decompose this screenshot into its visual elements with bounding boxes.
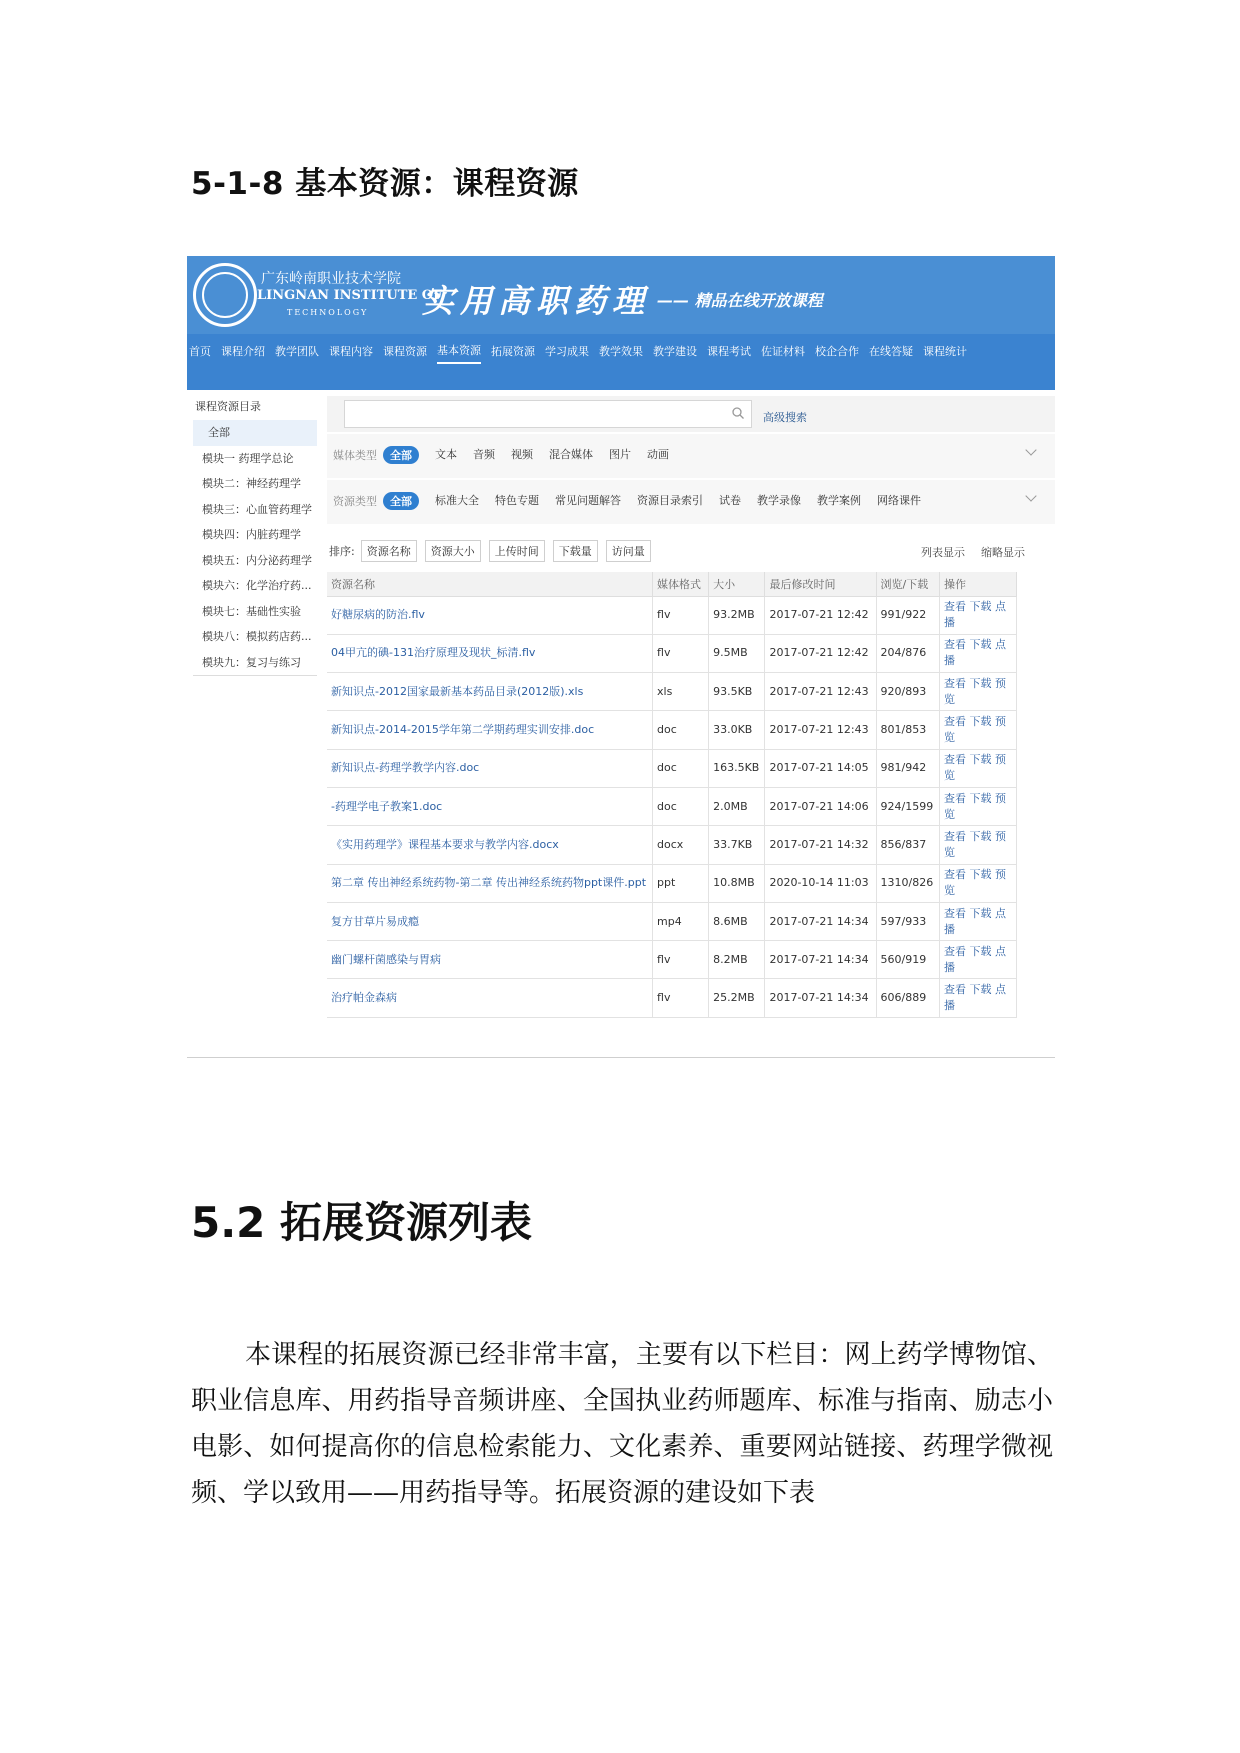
resource-name-link[interactable]: 新知识点-药理学教学内容.doc: [327, 749, 653, 787]
resource-name-link[interactable]: 《实用药理学》课程基本要求与教学内容.docx: [327, 826, 653, 864]
table-cell: doc: [653, 787, 709, 825]
resource-actions[interactable]: 查看 下载 点播: [939, 596, 1016, 634]
table-cell: flv: [653, 634, 709, 672]
table-row: [327, 826, 1017, 864]
table-header-cell: 浏览/下载: [876, 572, 939, 596]
table-cell: 2017-07-21 14:34: [765, 941, 876, 979]
table-cell: 981/942: [876, 749, 939, 787]
table-cell: 93.2MB: [709, 596, 765, 634]
resource-filter-option[interactable]: 特色专题: [495, 494, 539, 507]
table-cell: flv: [653, 941, 709, 979]
catalog-title: 课程资源目录: [195, 400, 261, 413]
nav-item[interactable]: 课程考试: [707, 345, 751, 358]
table-cell: 93.5KB: [709, 673, 765, 711]
nav-item[interactable]: 教学建设: [653, 345, 697, 358]
table-cell: 2017-07-21 12:42: [765, 596, 876, 634]
catalog-item[interactable]: 模块九：复习与练习: [202, 655, 301, 669]
table-cell: 33.7KB: [709, 826, 765, 864]
table-cell: flv: [653, 979, 709, 1017]
table-header-cell: 大小: [709, 572, 765, 596]
catalog-item[interactable]: 模块七：基础性实验: [202, 604, 301, 618]
table-row: [327, 902, 1017, 940]
resource-name-link[interactable]: 治疗帕金森病: [327, 979, 653, 1017]
nav-item[interactable]: 课程资源: [383, 345, 427, 358]
main-heading: 5.2 拓展资源列表: [191, 1198, 533, 1247]
sort-button[interactable]: 下载量: [553, 540, 598, 562]
nav-item[interactable]: 课程介绍: [221, 345, 265, 358]
table-cell: 597/933: [876, 902, 939, 940]
nav-item[interactable]: 课程统计: [923, 345, 967, 358]
table-cell: 2017-07-21 12:42: [765, 634, 876, 672]
resource-filter-row: [333, 492, 937, 510]
table-cell: 856/837: [876, 826, 939, 864]
advanced-search-link[interactable]: 高级搜索: [763, 411, 807, 424]
resource-filter-option[interactable]: 教学案例: [817, 494, 861, 507]
expand-chevron-icon[interactable]: [1025, 490, 1036, 501]
table-row: [327, 749, 1017, 787]
sort-button[interactable]: 访问量: [606, 540, 651, 562]
sort-button[interactable]: 上传时间: [489, 540, 545, 562]
table-cell: 2017-07-21 12:43: [765, 711, 876, 749]
resource-actions[interactable]: 查看 下载 预览: [939, 826, 1016, 864]
resource-filter-option[interactable]: 常见问题解答: [555, 494, 621, 507]
table-cell: mp4: [653, 902, 709, 940]
table-cell: 204/876: [876, 634, 939, 672]
resource-name-link[interactable]: -药理学电子教案1.doc: [327, 787, 653, 825]
table-cell: 8.2MB: [709, 941, 765, 979]
table-cell: 560/919: [876, 941, 939, 979]
table-row: [327, 711, 1017, 749]
resource-actions[interactable]: 查看 下载 点播: [939, 634, 1016, 672]
table-cell: 991/922: [876, 596, 939, 634]
course-subtitle: —— 精品在线开放课程: [657, 291, 823, 310]
resource-name-link[interactable]: 新知识点-2014-2015学年第二学期药理实训安排.doc: [327, 711, 653, 749]
table-cell: 2017-07-21 14:34: [765, 979, 876, 1017]
resource-actions[interactable]: 查看 下载 点播: [939, 979, 1016, 1017]
resource-filter-option[interactable]: 资源目录索引: [637, 494, 703, 507]
table-cell: xls: [653, 673, 709, 711]
search-input[interactable]: [344, 400, 752, 428]
table-cell: 2017-07-21 14:34: [765, 902, 876, 940]
nav-item[interactable]: 在线答疑: [869, 345, 913, 358]
resource-name-link[interactable]: 复方甘草片易成瘾: [327, 902, 653, 940]
sort-label: 排序:: [329, 545, 355, 558]
table-cell: 924/1599: [876, 787, 939, 825]
table-cell: 2020-10-14 11:03: [765, 864, 876, 902]
table-header-cell: 资源名称: [327, 572, 653, 596]
catalog-item[interactable]: 全部: [193, 420, 317, 446]
resource-name-link[interactable]: 幽门螺杆菌感染与胃病: [327, 941, 653, 979]
nav-item[interactable]: 佐证材料: [761, 345, 805, 358]
list-view-toggle[interactable]: 列表显示: [921, 546, 965, 559]
resource-table: [327, 572, 1017, 1018]
catalog-item[interactable]: 模块四：内脏药理学: [202, 528, 301, 541]
catalog-item[interactable]: 模块二：神经药理学: [202, 477, 301, 490]
search-icon[interactable]: [731, 406, 745, 420]
section-heading: 5-1-8 基本资源：课程资源: [191, 166, 579, 202]
table-row: [327, 673, 1017, 711]
table-cell: 33.0KB: [709, 711, 765, 749]
resource-filter-option[interactable]: 试卷: [719, 494, 741, 507]
table-cell: 2017-07-21 12:43: [765, 673, 876, 711]
resource-filter-option[interactable]: 网络课件: [877, 494, 921, 507]
resource-filter-option[interactable]: 标准大全: [435, 494, 479, 507]
resource-actions[interactable]: 查看 下载 预览: [939, 673, 1016, 711]
table-cell: ppt: [653, 864, 709, 902]
table-row: [327, 941, 1017, 979]
table-cell: 163.5KB: [709, 749, 765, 787]
table-header-cell: 操作: [939, 572, 1016, 596]
resource-name-link[interactable]: 第二章 传出神经系统药物-第二章 传出神经系统药物ppt课件.ppt: [327, 864, 653, 902]
resource-filter-label: 资源类型: [333, 495, 377, 508]
table-cell: 606/889: [876, 979, 939, 1017]
resource-actions[interactable]: 查看 下载 预览: [939, 787, 1016, 825]
table-cell: 2017-07-21 14:05: [765, 749, 876, 787]
table-header-cell: 最后修改时间: [765, 572, 876, 596]
table-cell: 2.0MB: [709, 787, 765, 825]
media-filter-option[interactable]: 混合媒体: [549, 448, 593, 461]
school-logo: [193, 263, 257, 327]
table-row: [327, 634, 1017, 672]
resource-name-link[interactable]: 04甲亢的碘-131治疗原理及现状_标清.flv: [327, 634, 653, 672]
table-cell: flv: [653, 596, 709, 634]
nav-item[interactable]: 拓展资源: [491, 345, 535, 358]
course-title: 实用高职药理: [422, 282, 651, 320]
media-filter-option[interactable]: 全部: [383, 446, 419, 464]
resource-filter-option[interactable]: 全部: [383, 492, 419, 510]
table-cell: doc: [653, 749, 709, 787]
table-row: [327, 787, 1017, 825]
table-cell: 801/853: [876, 711, 939, 749]
table-cell: doc: [653, 711, 709, 749]
table-cell: 920/893: [876, 673, 939, 711]
media-filter-option[interactable]: 音频: [473, 448, 495, 461]
table-cell: 2017-07-21 14:32: [765, 826, 876, 864]
table-cell: 10.8MB: [709, 864, 765, 902]
catalog-item[interactable]: 模块八：模拟药店药...: [202, 630, 312, 643]
catalog-item[interactable]: 模块三：心血管药理学: [202, 502, 312, 516]
nav-item[interactable]: 课程内容: [329, 345, 373, 358]
school-name-en-2: TECHNOLOGY: [287, 308, 369, 317]
resource-actions[interactable]: 查看 下载 点播: [939, 941, 1016, 979]
main-nav: [187, 334, 1055, 390]
catalog-item[interactable]: 模块一 药理学总论: [202, 451, 294, 465]
course-site-screenshot: [187, 256, 1055, 1058]
resource-actions[interactable]: 查看 下载 预览: [939, 711, 1016, 749]
site-banner: [187, 256, 1055, 334]
resource-name-link[interactable]: 新知识点-2012国家最新基本药品目录(2012版).xls: [327, 673, 653, 711]
sort-button[interactable]: 资源名称: [361, 540, 417, 562]
table-cell: 25.2MB: [709, 979, 765, 1017]
body-paragraph: 本课程的拓展资源已经非常丰富，主要有以下栏目：网上药学博物馆、职业信息库、用药指导音频讲座、全国执业药师题库、标准与指南、励志小电影、如何提高你的信息检索能力、文化素养、重要网站链接、药理学微视频、学以致用——用药指导等。拓展资源的建设如下表: [191, 1340, 1053, 1508]
table-header-cell: 媒体格式: [653, 572, 709, 596]
school-name-cn: 广东岭南职业技术学院: [261, 271, 401, 287]
nav-item[interactable]: 基本资源: [437, 340, 481, 364]
media-filter-option[interactable]: 图片: [609, 448, 631, 461]
table-cell: 2017-07-21 14:06: [765, 787, 876, 825]
expand-chevron-icon[interactable]: [1025, 444, 1036, 455]
resource-actions[interactable]: 查看 下载 点播: [939, 902, 1016, 940]
table-cell: 8.6MB: [709, 902, 765, 940]
table-cell: 9.5MB: [709, 634, 765, 672]
media-filter-option[interactable]: 动画: [647, 448, 669, 461]
media-filter-label: 媒体类型: [333, 449, 377, 462]
catalog-item[interactable]: 模块五：内分泌药理学: [202, 553, 312, 567]
nav-item[interactable]: 教学团队: [275, 345, 319, 358]
catalog-item[interactable]: 模块六：化学治疗药...: [202, 579, 312, 592]
resource-actions[interactable]: 查看 下载 预览: [939, 864, 1016, 902]
media-filter-row: [333, 446, 685, 464]
resource-actions[interactable]: 查看 下载 预览: [939, 749, 1016, 787]
nav-item[interactable]: 校企合作: [815, 345, 859, 358]
media-filter-option[interactable]: 文本: [435, 448, 457, 461]
catalog-sidebar: [187, 392, 323, 676]
sort-button[interactable]: 资源大小: [425, 540, 481, 562]
table-cell: 1310/826: [876, 864, 939, 902]
resource-filter-option[interactable]: 教学录像: [757, 494, 801, 507]
sort-bar: [327, 536, 1055, 566]
nav-item[interactable]: 学习成果: [545, 345, 589, 358]
table-cell: docx: [653, 826, 709, 864]
table-row: [327, 864, 1017, 902]
nav-item[interactable]: 首页: [189, 345, 211, 358]
school-name-en: LINGNAN INSTITUTE OF: [257, 288, 443, 303]
table-row: [327, 596, 1017, 634]
resource-name-link[interactable]: 好糖尿病的防治.flv: [327, 596, 653, 634]
thumb-view-toggle[interactable]: 缩略显示: [981, 546, 1025, 559]
media-filter-option[interactable]: 视频: [511, 448, 533, 461]
table-row: [327, 979, 1017, 1017]
nav-item[interactable]: 教学效果: [599, 345, 643, 358]
